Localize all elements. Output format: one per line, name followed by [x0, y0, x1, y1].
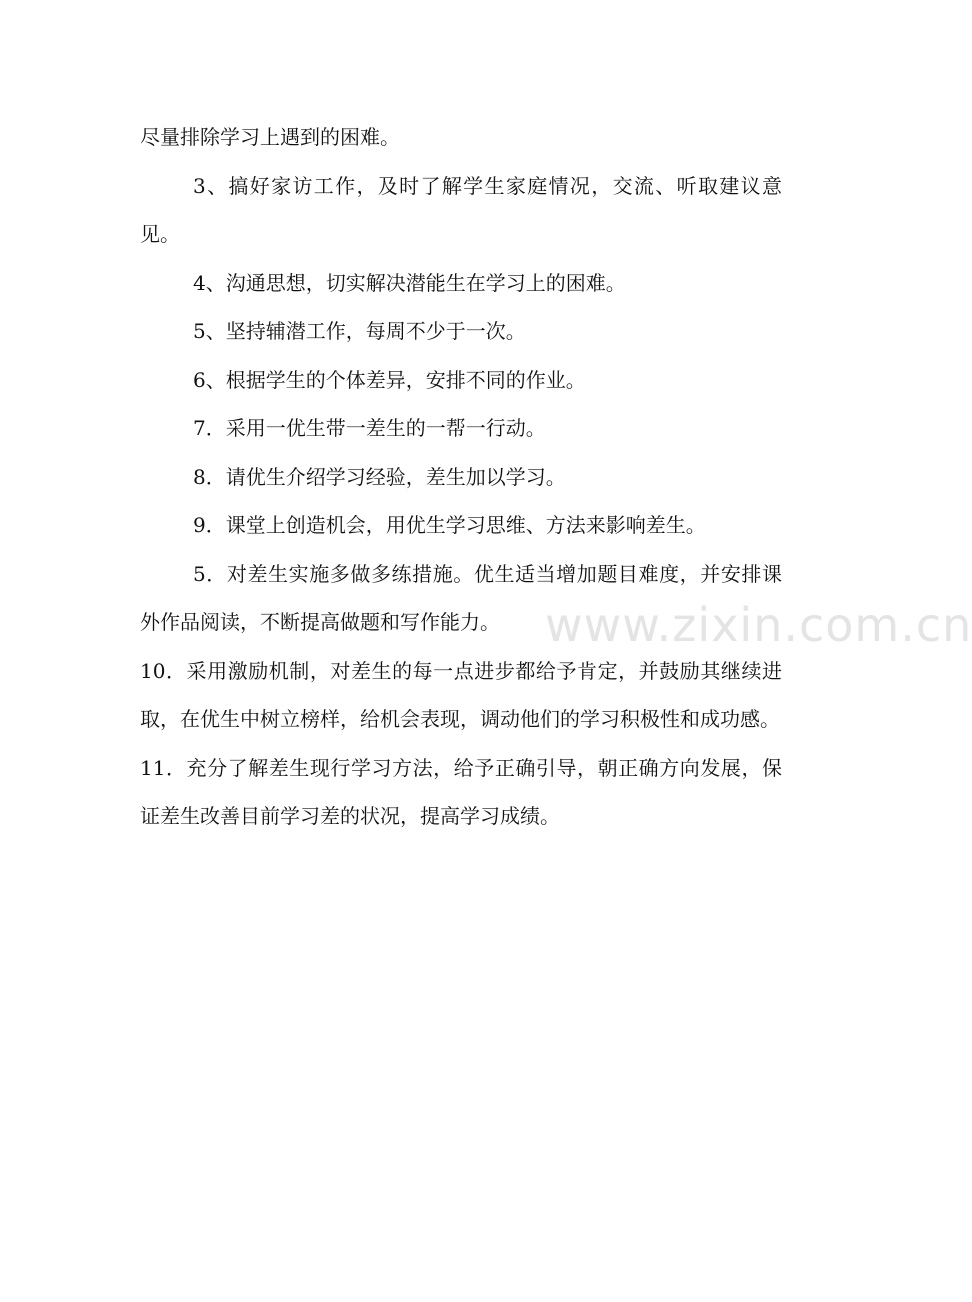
paragraph-1: 尽量排除学习上遇到的困难。 [140, 125, 400, 149]
document-body [140, 113, 782, 841]
watermark: www.zixin.com.cn [545, 598, 972, 652]
paragraph-5: 6、根据学生的个体差异，安排不同的作业。 [193, 367, 586, 392]
paragraph-3: 4、沟通思想，切实解决潜能生在学习上的困难。 [193, 270, 626, 295]
paragraph-4: 5、坚持辅潜工作，每周不少于一次。 [193, 319, 526, 343]
paragraph-7: 8．请优生介绍学习经验，差生加以学习。 [193, 464, 566, 489]
paragraph-11: 11．充分了解差生现行学习方法，给予正确引导，朝正确方向发展，保证差生改善目前学习差的状况，提高学习成绩。 [140, 755, 782, 828]
paragraph-6: 7．采用一优生带一差生的一帮一行动。 [193, 416, 546, 440]
paragraph-10: 10．采用激励机制，对差生的每一点进步都给予肯定，并鼓励其继续进取，在优生中树立榜样，给机会表现，调动他们的学习积极性和成功感。 [140, 658, 782, 731]
paragraph-8: 9．课堂上创造机会，用优生学习思维、方法来影响差生。 [193, 513, 706, 537]
paragraph-9: 5．对差生实施多做多练措施。优生适当增加题目难度，并安排课外作品阅读，不断提高做题和写作能力。 [140, 561, 782, 634]
paragraph-2: 3、搞好家访工作，及时了解学生家庭情况，交流、听取建议意见。 [140, 173, 782, 246]
